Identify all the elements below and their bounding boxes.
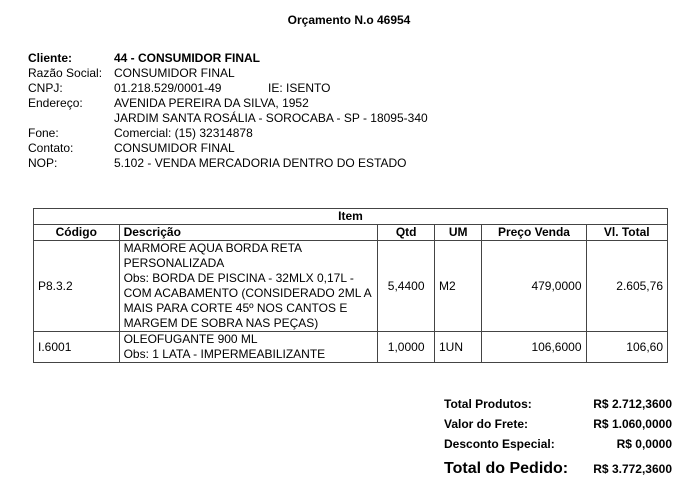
contato-value: CONSUMIDOR FINAL bbox=[114, 141, 235, 155]
cnpj-value: 01.218.529/0001-49 bbox=[114, 81, 222, 95]
um-cell: M2 bbox=[435, 241, 482, 332]
razao-social-value: CONSUMIDOR FINAL bbox=[114, 66, 235, 80]
total-produtos-value: R$ 2.712,3600 bbox=[593, 397, 672, 411]
fone-label: Fone: bbox=[28, 126, 59, 140]
total-produtos-row bbox=[444, 394, 672, 414]
valor-frete-value: R$ 1.060,0000 bbox=[593, 417, 672, 431]
endereco-line2: JARDIM SANTA ROSÁLIA - SOROCABA - SP - 18095-340 bbox=[114, 111, 428, 125]
cliente-value: 44 - CONSUMIDOR FINAL bbox=[114, 51, 261, 65]
col-vl-total-header: Vl. Total bbox=[586, 225, 667, 241]
col-descricao-header: Descrição bbox=[119, 225, 378, 241]
preco-venda-cell: 479,0000 bbox=[482, 241, 586, 332]
nop-label: NOP: bbox=[28, 156, 58, 170]
table-row bbox=[34, 241, 668, 332]
um-cell: 1UN bbox=[435, 332, 482, 363]
desc-line: PERSONALIZADA bbox=[123, 256, 225, 270]
items-group-header: Item bbox=[34, 209, 668, 225]
fone-value: Comercial: (15) 32314878 bbox=[114, 126, 253, 140]
total-produtos-label: Total Produtos: bbox=[444, 397, 532, 411]
totals-block bbox=[444, 394, 672, 482]
razao-social-label: Razão Social: bbox=[28, 66, 103, 80]
qtd-cell: 1,0000 bbox=[378, 332, 435, 363]
desc-line: Obs: 1 LATA - IMPERMEABILIZANTE bbox=[123, 347, 326, 361]
ie-text: IE: ISENTO bbox=[268, 81, 331, 95]
endereco-line1: AVENIDA PEREIRA DA SILVA, 1952 bbox=[114, 96, 309, 110]
desc-line: MARMORE AQUA BORDA RETA bbox=[123, 241, 303, 255]
endereco-label: Endereço: bbox=[28, 96, 83, 110]
desc-line: MAIS PARA CORTE 45º NOS CANTOS E bbox=[123, 301, 348, 315]
desc-line: MARGEM DE SOBRA NAS PEÇAS) bbox=[123, 316, 319, 330]
desconto-especial-row bbox=[444, 434, 672, 454]
col-codigo-header: Código bbox=[34, 225, 120, 241]
total-pedido-label: Total do Pedido: bbox=[444, 460, 569, 477]
table-row bbox=[34, 332, 668, 363]
preco-venda-cell: 106,6000 bbox=[482, 332, 586, 363]
desconto-especial-value: R$ 0,0000 bbox=[616, 437, 672, 451]
col-preco-venda-header: Preço Venda bbox=[482, 225, 586, 241]
vl-total-cell: 2.605,76 bbox=[586, 241, 667, 332]
col-qtd-header: Qtd bbox=[378, 225, 435, 241]
descricao-cell bbox=[119, 332, 378, 363]
desc-line: OLEOFUGANTE 900 ML bbox=[123, 332, 258, 346]
total-pedido-row bbox=[444, 456, 672, 482]
desconto-especial-label: Desconto Especial: bbox=[444, 437, 555, 451]
vl-total-cell: 106,60 bbox=[586, 332, 667, 363]
nop-value: 5.102 - VENDA MERCADORIA DENTRO DO ESTADO bbox=[114, 156, 407, 170]
document-title: Orçamento N.o 46954 bbox=[287, 13, 411, 27]
desc-line: Obs: BORDA DE PISCINA - 32MLX 0,17L - bbox=[123, 271, 354, 285]
qtd-cell: 5,4400 bbox=[378, 241, 435, 332]
codigo-cell: P8.3.2 bbox=[34, 241, 120, 332]
valor-frete-row bbox=[444, 414, 672, 434]
descricao-cell bbox=[119, 241, 378, 332]
desc-line: COM ACABAMENTO (CONSIDERADO 2ML A bbox=[123, 286, 372, 300]
valor-frete-label: Valor do Frete: bbox=[444, 417, 529, 431]
codigo-cell: I.6001 bbox=[34, 332, 120, 363]
cnpj-label: CNPJ: bbox=[28, 81, 63, 95]
items-table bbox=[33, 208, 668, 363]
cliente-label: Cliente: bbox=[28, 51, 73, 65]
col-um-header: UM bbox=[435, 225, 482, 241]
contato-label: Contato: bbox=[28, 141, 74, 155]
total-pedido-value: R$ 3.772,3600 bbox=[593, 462, 672, 476]
